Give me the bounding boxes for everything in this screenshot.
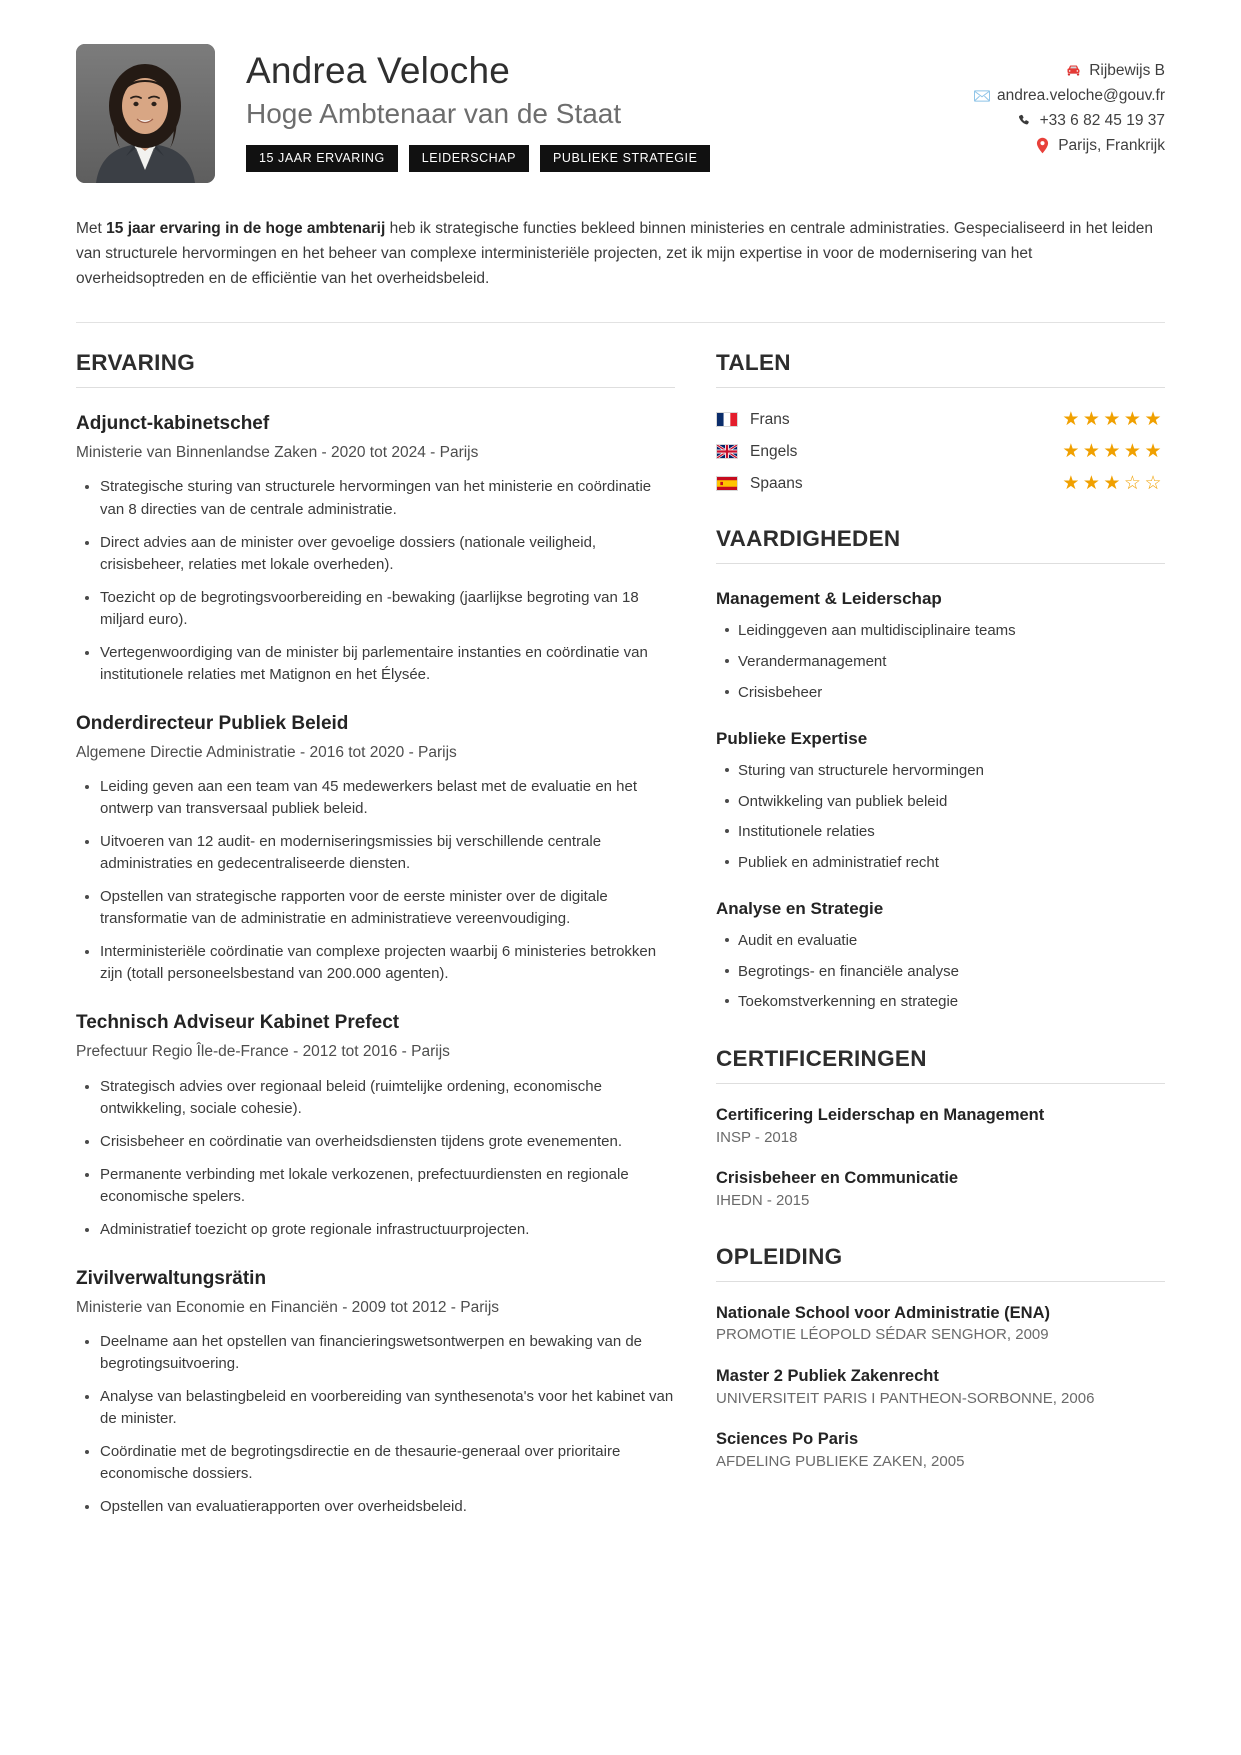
skill-item: Publiek en administratief recht [738,852,1165,874]
experience-bullet: Analyse van belastingbeleid en voorbereiding van synthesenota's voor het kabinet van de minister. [98,1386,675,1430]
flag-france-icon [716,412,738,427]
skill-item: Leidinggeven aan multidisciplinaire teams [738,620,1165,642]
section-certifications [716,1045,1165,1211]
cv-header [76,44,1165,183]
skill-group [716,898,1165,1013]
experience-meta: Algemene Directie Administratie - 2016 tot 2020 - Parijs [76,743,457,761]
identity-block [246,44,942,172]
section-rule [716,387,1165,388]
summary-part-2: heb ik strategische functies bekleed binnen ministeries en centrale administraties. Gespecialiseerd in het leiden van structurele hervormingen en het beheer van complexe interministeriële projecten, zet ik mijn expertise in voor de modernisering van het overheidsoptreden en de efficiëntie van het overheidsbeleid. [76,220,1153,288]
skill-item: Verandermanagement [738,651,1165,673]
experience-item [76,412,675,686]
certification-item [716,1168,1165,1210]
skill-list [716,930,1165,1013]
experience-item [76,1267,675,1518]
education-sub: PROMOTIE LÉOPOLD SÉDAR SENGHOR, 2009 [716,1326,1049,1344]
language-rating: ★★★★★ [1062,409,1165,431]
skill-list [716,620,1165,703]
certification-title: Crisisbeheer en Communicatie [716,1169,959,1188]
experience-bullet: Vertegenwoordiging van de minister bij parlementaire instanties en coördinatie van institutionele relaties met Matignon en het Élysée. [98,642,675,686]
experience-bullet: Strategisch advies over regionaal beleid (ruimtelijke ordening, economische ontwikkeling, sociale cohesie). [98,1076,675,1120]
section-rule [716,1281,1165,1282]
experience-title: Zivilverwaltungsrätin [76,1267,267,1289]
contact-text-license: Rijbewijs B [1089,62,1165,79]
experience-title: Onderdirecteur Publiek Beleid [76,712,349,734]
experience-title: Adjunct-kabinetschef [76,413,270,435]
tag-badge: 15 JAAR ERVARING [246,145,398,172]
experience-bullet: Toezicht op de begrotingsvoorbereiding en -bewaking (jaarlijkse begroting van 18 miljard euro). [98,587,675,631]
skill-item: Ontwikkeling van publiek beleid [738,791,1165,813]
skill-item: Sturing van structurele hervormingen [738,760,1165,782]
language-name: Frans [750,410,790,428]
section-title-experience: ERVARING [76,350,196,376]
experience-bullets [76,476,675,685]
language-item [716,410,1165,429]
content-columns [76,349,1165,1518]
skill-item: Begrotings- en financiële analyse [738,961,1165,983]
experience-bullet: Leiding geven aan een team van 45 medewerkers belast met de evaluatie en het ontwerp van transversaal publiek beleid. [98,776,675,820]
experience-bullet: Interministeriële coördinatie van complexe projecten waarbij 6 ministeries betrokken zijn (totall personeelsbestand van 200.000 agenten). [98,941,675,985]
section-languages [716,349,1165,493]
tag-list [246,145,942,172]
education-item [716,1366,1165,1408]
envelope-icon [973,87,990,104]
education-item [716,1303,1165,1345]
flag-uk-icon [716,444,738,459]
experience-meta: Ministerie van Economie en Financiën - 2009 tot 2012 - Parijs [76,1298,500,1316]
certification-sub: INSP - 2018 [716,1128,798,1146]
education-title: Master 2 Publiek Zakenrecht [716,1366,939,1385]
skill-item: Audit en evaluatie [738,930,1165,952]
experience-bullet: Crisisbeheer en coördinatie van overheidsdiensten tijdens grote evenementen. [98,1131,675,1153]
experience-bullet: Permanente verbinding met lokale verkozenen, prefectuurdiensten en regionale economische spelers. [98,1164,675,1208]
experience-bullet: Opstellen van strategische rapporten voor de eerste minister over de digitale transformatie van de administratie en administratieve vereenvoudiging. [98,886,675,930]
skill-group [716,728,1165,874]
section-rule [76,387,675,388]
experience-bullet: Direct advies aan de minister over gevoelige dossiers (nationale veiligheid, crisisbeheer, relaties met lokale overheden). [98,532,675,576]
section-experience [76,349,675,1518]
skill-group-title: Management & Leiderschap [716,589,942,609]
section-title-education: OPLEIDING [716,1243,843,1269]
tag-badge: LEIDERSCHAP [409,145,529,172]
contact-row-phone[interactable] [973,108,1165,133]
experience-bullets [76,1076,675,1241]
education-title: Sciences Po Paris [716,1430,859,1449]
experience-bullet: Deelname aan het opstellen van financieringswetsontwerpen en bewaking van de begrotingsuitvoering. [98,1331,675,1375]
section-rule [716,563,1165,564]
language-item [716,474,1165,493]
experience-item [76,1011,675,1240]
language-rating: ★★★★★ [1062,441,1165,463]
header-divider [76,322,1165,323]
experience-meta: Prefectuur Regio Île-de-France - 2012 tot 2016 - Parijs [76,1043,450,1061]
section-title-certifications: CERTIFICERINGEN [716,1046,927,1072]
contact-text-email: andrea.veloche@gouv.fr [997,87,1165,105]
certification-title: Certificering Leiderschap en Management [716,1106,1045,1125]
main-column [76,349,675,1518]
contact-row-location [973,133,1165,158]
summary-part-1: Met [76,220,107,237]
profile-summary [76,216,1165,291]
experience-bullet: Administratief toezicht op grote regionale infrastructuurprojecten. [98,1219,675,1241]
language-rating: ★★★☆☆ [1062,473,1165,495]
skill-list [716,760,1165,874]
location-pin-icon [1034,137,1051,154]
experience-bullet: Strategische sturing van structurele hervormingen van het ministerie en coördinatie van 8 directies van de centrale administratie. [98,476,675,520]
skill-item: Crisisbeheer [738,682,1165,704]
language-item [716,442,1165,461]
side-column [716,349,1165,1518]
experience-item [76,712,675,986]
experience-bullet: Opstellen van evaluatierapporten over overheidsbeleid. [98,1496,675,1518]
section-title-languages: TALEN [716,350,791,376]
section-rule [716,1083,1165,1084]
contact-row-email[interactable] [973,83,1165,108]
certification-sub: IHEDN - 2015 [716,1192,810,1210]
section-education [716,1243,1165,1472]
skill-group-title: Analyse en Strategie [716,898,884,918]
education-sub: UNIVERSITEIT PARIS I PANTHEON-SORBONNE, 2006 [716,1389,1095,1407]
language-name: Engels [750,442,798,460]
experience-bullets [76,1331,675,1518]
experience-bullet: Coördinatie met de begrotingsdirectie en de thesaurie-generaal over prioritaire economische dossiers. [98,1441,675,1485]
education-sub: AFDELING PUBLIEKE ZAKEN, 2005 [716,1453,965,1471]
language-list [716,410,1165,493]
education-title: Nationale School voor Administratie (ENA) [716,1303,1051,1322]
skill-item: Institutionele relaties [738,821,1165,843]
experience-bullet: Uitvoeren van 12 audit- en moderniseringsmissies bij verschillende centrale administraties en gedecentraliseerde diensten. [98,831,675,875]
phone-icon [1016,112,1033,129]
page-title: Andrea Veloche [246,50,511,91]
certification-item [716,1105,1165,1147]
contact-text-location: Parijs, Frankrijk [1058,137,1165,155]
summary-highlight: 15 jaar ervaring in de hoge ambtenarij [106,220,386,237]
job-title-subtitle: Hoge Ambtenaar van de Staat [246,98,622,130]
contact-text-phone: +33 6 82 45 19 37 [1039,112,1165,130]
section-skills [716,525,1165,1013]
car-icon [1065,62,1082,79]
profile-photo [76,44,215,183]
section-title-skills: VAARDIGHEDEN [716,526,901,552]
contact-block [973,44,1165,158]
contact-row-license [973,58,1165,83]
language-name: Spaans [750,474,803,492]
skill-group [716,588,1165,703]
experience-bullets [76,776,675,985]
skill-item: Toekomstverkenning en strategie [738,991,1165,1013]
education-item [716,1429,1165,1471]
experience-title: Technisch Adviseur Kabinet Prefect [76,1012,400,1034]
experience-meta: Ministerie van Binnenlandse Zaken - 2020 tot 2024 - Parijs [76,444,479,462]
tag-badge: PUBLIEKE STRATEGIE [540,145,710,172]
flag-spain-icon [716,476,738,491]
skill-group-title: Publieke Expertise [716,728,868,748]
